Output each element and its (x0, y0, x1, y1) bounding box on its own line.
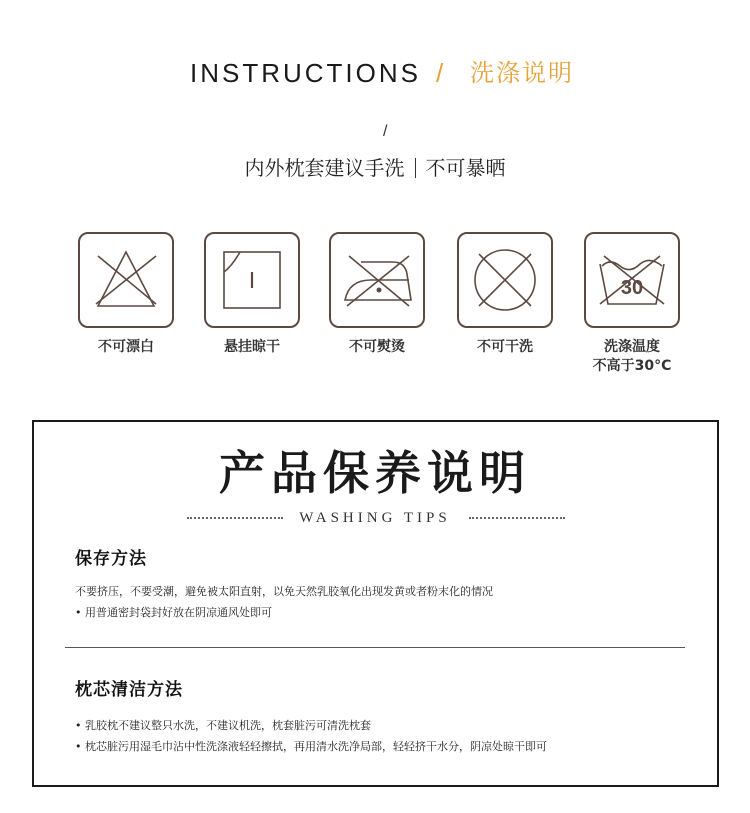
wash-30-label (572, 338, 692, 376)
care-tips-title: 产品保养说明 (219, 446, 531, 500)
wash-label-line2: 不高于30°C (592, 358, 672, 374)
subtitle-separator (415, 158, 416, 178)
no-bleach-svg (80, 234, 172, 326)
wash-temp-text: 30 (620, 277, 644, 299)
no-bleach-label: 不可漂白 (98, 339, 154, 355)
storage-heading: 保存方法 (75, 549, 147, 569)
cleaning-line-2: • 枕芯脏污用湿毛巾沾中性洗涤液轻轻擦拭，再用清水洗净局部，轻轻挤干水分，阴凉处晾干即可 (75, 740, 547, 753)
no-iron-label: 不可熨烫 (349, 339, 405, 355)
cleaning-line-1: • 乳胶枕不建议整只水洗，不建议机洗，枕套脏污可清洗枕套 (75, 719, 371, 732)
wash-30-svg (586, 234, 678, 326)
hang-dry-label: 悬挂晾干 (224, 339, 280, 355)
header (0, 55, 750, 95)
no-dry-clean-icon (457, 232, 553, 328)
hang-dry-icon (204, 232, 300, 328)
no-iron-icon (329, 232, 425, 328)
subtitle (0, 153, 750, 183)
title-cn: 洗涤说明 (470, 59, 574, 87)
cleaning-heading: 枕芯清洁方法 (75, 680, 183, 700)
dotted-line-right (469, 517, 565, 519)
storage-line-2: • 用普通密封袋封好放在阴凉通风处即可 (75, 606, 272, 619)
no-dry-clean-svg (459, 234, 551, 326)
wash-30-icon (584, 232, 680, 328)
storage-line-1: 不要挤压，不要受潮，避免被太阳直射，以免天然乳胶氧化出现发黄或者粉末化的情况 (75, 585, 493, 598)
no-dry-clean-label: 不可干洗 (477, 339, 533, 355)
washing-tips-label: WASHING TIPS (299, 510, 451, 526)
subtitle-left: 内外枕套建议手洗 (244, 156, 405, 180)
title-en: INSTRUCTIONS (190, 58, 421, 88)
section-divider (65, 647, 685, 648)
subtitle-right: 不可暴晒 (425, 156, 506, 180)
no-bleach-icon (78, 232, 174, 328)
small-slash: / (383, 123, 388, 140)
wash-label-line1: 洗涤温度 (604, 339, 660, 355)
no-iron-svg (331, 234, 423, 326)
hang-dry-svg (206, 234, 298, 326)
title-slash: / (436, 58, 444, 88)
